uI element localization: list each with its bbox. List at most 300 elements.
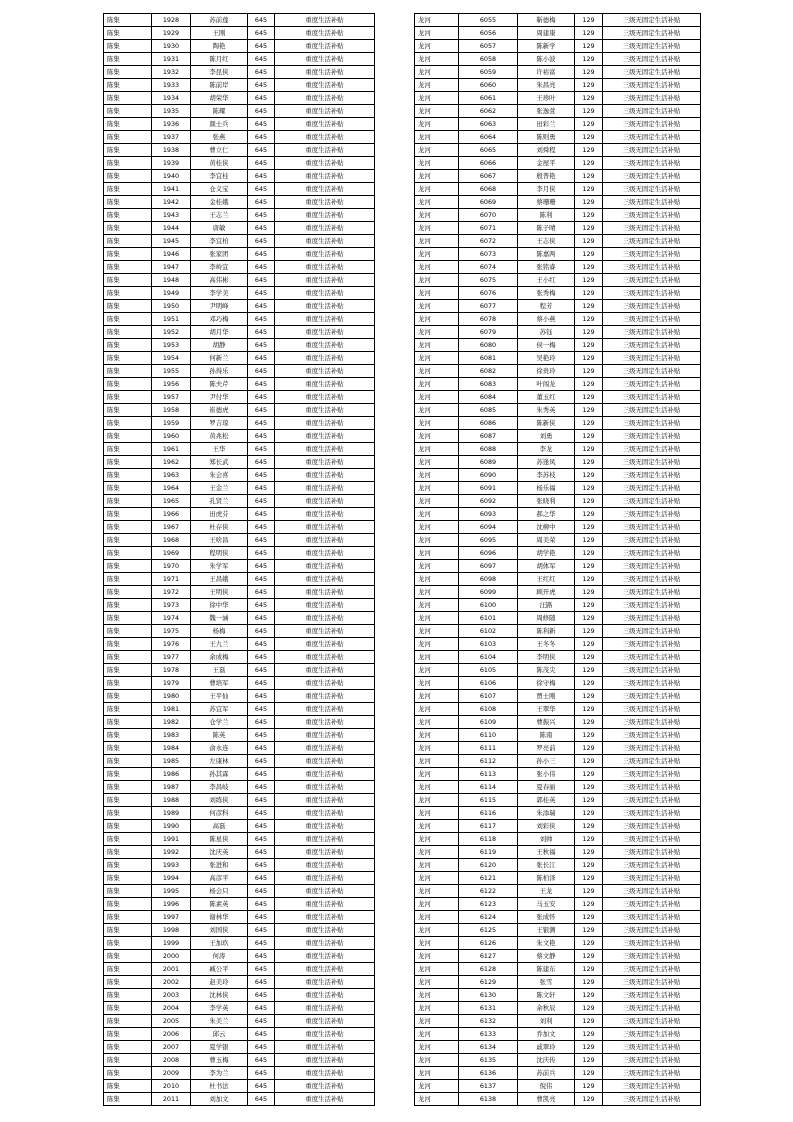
person-name-cell: 周美荣 xyxy=(518,534,575,547)
township-cell: 龙河 xyxy=(415,625,459,638)
table-row xyxy=(104,66,375,79)
township-cell: 龙河 xyxy=(415,170,459,183)
amount-cell: 645 xyxy=(248,547,275,560)
serial-number-cell: 6070 xyxy=(459,209,518,222)
township-cell: 龙河 xyxy=(415,1080,459,1093)
subsidy-type-cell: 三级无固定生活补贴 xyxy=(603,716,701,729)
table-row xyxy=(415,131,701,144)
person-name-cell: 贾士刚 xyxy=(518,690,575,703)
person-name-cell: 邱云 xyxy=(191,1028,248,1041)
person-name-cell: 胡学艳 xyxy=(518,547,575,560)
township-cell: 陈集 xyxy=(104,976,152,989)
table-row xyxy=(104,339,375,352)
table-row xyxy=(415,339,701,352)
table-row xyxy=(104,1002,375,1015)
table-row xyxy=(104,1093,375,1106)
table-row xyxy=(104,1067,375,1080)
township-cell: 龙河 xyxy=(415,1028,459,1041)
subsidy-type-cell: 三级无固定生活补贴 xyxy=(603,287,701,300)
serial-number-cell: 1937 xyxy=(152,131,191,144)
serial-number-cell: 6084 xyxy=(459,391,518,404)
person-name-cell: 李宜桂 xyxy=(191,170,248,183)
person-name-cell: 李昌岐 xyxy=(191,781,248,794)
serial-number-cell: 1970 xyxy=(152,560,191,573)
township-cell: 龙河 xyxy=(415,456,459,469)
serial-number-cell: 2009 xyxy=(152,1067,191,1080)
subsidy-type-cell: 重度生活补贴 xyxy=(275,846,375,859)
amount-cell: 645 xyxy=(248,261,275,274)
person-name-cell: 刘利 xyxy=(518,1015,575,1028)
table-row xyxy=(104,456,375,469)
person-name-cell: 吴艳玲 xyxy=(518,352,575,365)
township-cell: 陈集 xyxy=(104,508,152,521)
township-cell: 龙河 xyxy=(415,755,459,768)
subsidy-type-cell: 三级无固定生活补贴 xyxy=(603,274,701,287)
township-cell: 陈集 xyxy=(104,391,152,404)
township-cell: 陈集 xyxy=(104,79,152,92)
person-name-cell: 刘国侠 xyxy=(191,924,248,937)
person-name-cell: 尹明峰 xyxy=(191,300,248,313)
person-name-cell: 乔加文 xyxy=(518,1028,575,1041)
amount-cell: 129 xyxy=(575,664,603,677)
township-cell: 陈集 xyxy=(104,794,152,807)
table-row xyxy=(104,898,375,911)
amount-cell: 129 xyxy=(575,287,603,300)
township-cell: 龙河 xyxy=(415,196,459,209)
subsidy-type-cell: 三级无固定生活补贴 xyxy=(603,1067,701,1080)
amount-cell: 645 xyxy=(248,14,275,27)
serial-number-cell: 1980 xyxy=(152,690,191,703)
serial-number-cell: 1943 xyxy=(152,209,191,222)
township-cell: 龙河 xyxy=(415,521,459,534)
serial-number-cell: 1971 xyxy=(152,573,191,586)
amount-cell: 645 xyxy=(248,846,275,859)
table-row xyxy=(104,859,375,872)
subsidy-type-cell: 三级无固定生活补贴 xyxy=(603,989,701,1002)
amount-cell: 645 xyxy=(248,950,275,963)
serial-number-cell: 1952 xyxy=(152,326,191,339)
township-cell: 陈集 xyxy=(104,703,152,716)
serial-number-cell: 6106 xyxy=(459,677,518,690)
subsidy-type-cell: 重度生活补贴 xyxy=(275,768,375,781)
table-row xyxy=(104,170,375,183)
serial-number-cell: 1967 xyxy=(152,521,191,534)
serial-number-cell: 6137 xyxy=(459,1080,518,1093)
amount-cell: 129 xyxy=(575,1054,603,1067)
subsidy-type-cell: 三级无固定生活补贴 xyxy=(603,677,701,690)
subsidy-type-cell: 三级无固定生活补贴 xyxy=(603,235,701,248)
subsidy-type-cell: 重度生活补贴 xyxy=(275,14,375,27)
subsidy-type-cell: 三级无固定生活补贴 xyxy=(603,521,701,534)
amount-cell: 645 xyxy=(248,573,275,586)
township-cell: 龙河 xyxy=(415,937,459,950)
table-row xyxy=(104,365,375,378)
township-cell: 陈集 xyxy=(104,131,152,144)
serial-number-cell: 1984 xyxy=(152,742,191,755)
subsidy-type-cell: 三级无固定生活补贴 xyxy=(603,196,701,209)
serial-number-cell: 1961 xyxy=(152,443,191,456)
township-cell: 陈集 xyxy=(104,690,152,703)
table-row xyxy=(415,729,701,742)
township-cell: 陈集 xyxy=(104,339,152,352)
subsidy-type-cell: 三级无固定生活补贴 xyxy=(603,898,701,911)
serial-number-cell: 1983 xyxy=(152,729,191,742)
township-cell: 龙河 xyxy=(415,274,459,287)
amount-cell: 129 xyxy=(575,820,603,833)
table-row xyxy=(104,755,375,768)
township-cell: 龙河 xyxy=(415,573,459,586)
township-cell: 龙河 xyxy=(415,534,459,547)
serial-number-cell: 1949 xyxy=(152,287,191,300)
serial-number-cell: 6100 xyxy=(459,599,518,612)
table-row xyxy=(104,885,375,898)
subsidy-type-cell: 三级无固定生活补贴 xyxy=(603,430,701,443)
subsidy-type-cell: 三级无固定生活补贴 xyxy=(603,859,701,872)
person-name-cell: 沈庆传 xyxy=(518,1054,575,1067)
person-name-cell: 高磊 xyxy=(191,820,248,833)
township-cell: 龙河 xyxy=(415,1067,459,1080)
serial-number-cell: 6104 xyxy=(459,651,518,664)
serial-number-cell: 1994 xyxy=(152,872,191,885)
amount-cell: 645 xyxy=(248,664,275,677)
amount-cell: 645 xyxy=(248,417,275,430)
subsidy-type-cell: 重度生活补贴 xyxy=(275,1054,375,1067)
table-row xyxy=(104,209,375,222)
table-row xyxy=(415,976,701,989)
amount-cell: 645 xyxy=(248,40,275,53)
township-cell: 龙河 xyxy=(415,547,459,560)
amount-cell: 645 xyxy=(248,170,275,183)
serial-number-cell: 1956 xyxy=(152,378,191,391)
person-name-cell: 唐敏 xyxy=(191,222,248,235)
table-row xyxy=(415,807,701,820)
township-cell: 龙河 xyxy=(415,651,459,664)
table-row xyxy=(415,1041,701,1054)
person-name-cell: 刘彩侠 xyxy=(518,820,575,833)
table-row xyxy=(104,118,375,131)
subsidy-type-cell: 重度生活补贴 xyxy=(275,781,375,794)
amount-cell: 129 xyxy=(575,794,603,807)
person-name-cell: 张成怀 xyxy=(518,911,575,924)
table-row xyxy=(415,222,701,235)
serial-number-cell: 1993 xyxy=(152,859,191,872)
table-row xyxy=(415,482,701,495)
person-name-cell: 郑长武 xyxy=(191,456,248,469)
table-row xyxy=(415,183,701,196)
subsidy-type-cell: 重度生活补贴 xyxy=(275,27,375,40)
amount-cell: 129 xyxy=(575,27,603,40)
serial-number-cell: 1932 xyxy=(152,66,191,79)
person-name-cell: 李明侠 xyxy=(518,651,575,664)
serial-number-cell: 1962 xyxy=(152,456,191,469)
person-name-cell: 王秋福 xyxy=(518,846,575,859)
table-row xyxy=(104,391,375,404)
township-cell: 龙河 xyxy=(415,469,459,482)
township-cell: 龙河 xyxy=(415,872,459,885)
table-row xyxy=(104,14,375,27)
table-row xyxy=(104,534,375,547)
township-cell: 陈集 xyxy=(104,521,152,534)
person-name-cell: 马玉安 xyxy=(518,898,575,911)
serial-number-cell: 1975 xyxy=(152,625,191,638)
table-row xyxy=(415,690,701,703)
table-row xyxy=(104,482,375,495)
subsidy-type-cell: 重度生活补贴 xyxy=(275,898,375,911)
person-name-cell: 王翠华 xyxy=(518,703,575,716)
serial-number-cell: 1946 xyxy=(152,248,191,261)
amount-cell: 129 xyxy=(575,547,603,560)
person-name-cell: 张家团 xyxy=(191,248,248,261)
person-name-cell: 董玉红 xyxy=(518,391,575,404)
subsidy-type-cell: 重度生活补贴 xyxy=(275,690,375,703)
table-row xyxy=(415,495,701,508)
table-row xyxy=(415,157,701,170)
person-name-cell: 朱会喜 xyxy=(191,469,248,482)
serial-number-cell: 6103 xyxy=(459,638,518,651)
township-cell: 陈集 xyxy=(104,40,152,53)
township-cell: 龙河 xyxy=(415,261,459,274)
amount-cell: 129 xyxy=(575,560,603,573)
table-row xyxy=(415,521,701,534)
serial-number-cell: 1998 xyxy=(152,924,191,937)
township-cell: 龙河 xyxy=(415,365,459,378)
table-row xyxy=(415,365,701,378)
table-row xyxy=(104,820,375,833)
subsidy-type-cell: 三级无固定生活补贴 xyxy=(603,950,701,963)
person-name-cell: 金屋平 xyxy=(518,157,575,170)
table-row xyxy=(104,430,375,443)
table-row xyxy=(104,300,375,313)
township-cell: 龙河 xyxy=(415,430,459,443)
serial-number-cell: 6093 xyxy=(459,508,518,521)
amount-cell: 129 xyxy=(575,1015,603,1028)
serial-number-cell: 1987 xyxy=(152,781,191,794)
table-row xyxy=(415,859,701,872)
serial-number-cell: 6129 xyxy=(459,976,518,989)
subsidy-type-cell: 三级无固定生活补贴 xyxy=(603,1080,701,1093)
person-name-cell: 汪路 xyxy=(518,599,575,612)
amount-cell: 645 xyxy=(248,196,275,209)
table-row xyxy=(104,196,375,209)
table-row xyxy=(104,690,375,703)
township-cell: 龙河 xyxy=(415,560,459,573)
person-name-cell: 苏宜军 xyxy=(191,703,248,716)
table-row xyxy=(104,989,375,1002)
person-name-cell: 苏前兵 xyxy=(518,1067,575,1080)
township-cell: 陈集 xyxy=(104,27,152,40)
person-name-cell: 陈新侠 xyxy=(518,417,575,430)
person-name-cell: 陈嘉两 xyxy=(518,248,575,261)
township-cell: 陈集 xyxy=(104,430,152,443)
table-row xyxy=(415,586,701,599)
person-name-cell: 张逸萱 xyxy=(518,105,575,118)
table-row xyxy=(104,27,375,40)
person-name-cell: 刘舜程 xyxy=(518,144,575,157)
serial-number-cell: 2002 xyxy=(152,976,191,989)
person-name-cell: 王珍叶 xyxy=(518,92,575,105)
table-row xyxy=(104,638,375,651)
township-cell: 陈集 xyxy=(104,612,152,625)
amount-cell: 129 xyxy=(575,950,603,963)
serial-number-cell: 6108 xyxy=(459,703,518,716)
person-name-cell: 刘帅 xyxy=(518,833,575,846)
amount-cell: 129 xyxy=(575,638,603,651)
person-name-cell: 陈柏泽 xyxy=(518,872,575,885)
person-name-cell: 田彩兰 xyxy=(518,118,575,131)
township-cell: 龙河 xyxy=(415,1041,459,1054)
serial-number-cell: 6113 xyxy=(459,768,518,781)
person-name-cell: 张晓利 xyxy=(518,495,575,508)
person-name-cell: 谢林华 xyxy=(191,911,248,924)
amount-cell: 645 xyxy=(248,248,275,261)
serial-number-cell: 1976 xyxy=(152,638,191,651)
township-cell: 陈集 xyxy=(104,287,152,300)
subsidy-type-cell: 重度生活补贴 xyxy=(275,404,375,417)
amount-cell: 129 xyxy=(575,417,603,430)
township-cell: 龙河 xyxy=(415,1015,459,1028)
amount-cell: 645 xyxy=(248,1054,275,1067)
person-name-cell: 夏学银 xyxy=(191,1041,248,1054)
table-row xyxy=(415,391,701,404)
person-name-cell: 黄桂侠 xyxy=(191,157,248,170)
serial-number-cell: 6124 xyxy=(459,911,518,924)
serial-number-cell: 6060 xyxy=(459,79,518,92)
township-cell: 龙河 xyxy=(415,326,459,339)
table-row xyxy=(104,352,375,365)
person-name-cell: 李龙 xyxy=(518,443,575,456)
township-cell: 陈集 xyxy=(104,66,152,79)
person-name-cell: 陈文轩 xyxy=(518,989,575,1002)
subsidy-type-cell: 重度生活补贴 xyxy=(275,547,375,560)
township-cell: 陈集 xyxy=(104,716,152,729)
person-name-cell: 苏钰 xyxy=(518,326,575,339)
serial-number-cell: 6056 xyxy=(459,27,518,40)
person-name-cell: 李宜柏 xyxy=(191,235,248,248)
township-cell: 陈集 xyxy=(104,560,152,573)
amount-cell: 129 xyxy=(575,885,603,898)
amount-cell: 129 xyxy=(575,339,603,352)
table-row xyxy=(415,14,701,27)
person-name-cell: 赵美玲 xyxy=(191,976,248,989)
serial-number-cell: 6085 xyxy=(459,404,518,417)
subsidy-type-cell: 三级无固定生活补贴 xyxy=(603,157,701,170)
serial-number-cell: 1934 xyxy=(152,92,191,105)
subsidy-type-cell: 重度生活补贴 xyxy=(275,40,375,53)
township-cell: 陈集 xyxy=(104,1028,152,1041)
person-name-cell: 杨乐福 xyxy=(518,482,575,495)
table-row xyxy=(415,1002,701,1015)
township-cell: 龙河 xyxy=(415,794,459,807)
township-cell: 陈集 xyxy=(104,846,152,859)
amount-cell: 645 xyxy=(248,456,275,469)
serial-number-cell: 6135 xyxy=(459,1054,518,1067)
serial-number-cell: 6091 xyxy=(459,482,518,495)
table-row xyxy=(415,105,701,118)
serial-number-cell: 6119 xyxy=(459,846,518,859)
amount-cell: 645 xyxy=(248,287,275,300)
table-row xyxy=(415,950,701,963)
subsidy-type-cell: 重度生活补贴 xyxy=(275,521,375,534)
person-name-cell: 曹玉梅 xyxy=(191,1054,248,1067)
serial-number-cell: 6061 xyxy=(459,92,518,105)
amount-cell: 645 xyxy=(248,1015,275,1028)
serial-number-cell: 6126 xyxy=(459,937,518,950)
serial-number-cell: 6109 xyxy=(459,716,518,729)
subsidy-type-cell: 重度生活补贴 xyxy=(275,430,375,443)
table-row xyxy=(415,378,701,391)
person-name-cell: 杨梅 xyxy=(191,625,248,638)
person-name-cell: 程芳 xyxy=(518,300,575,313)
table-row xyxy=(415,352,701,365)
person-name-cell: 陈利新 xyxy=(518,625,575,638)
amount-cell: 645 xyxy=(248,144,275,157)
serial-number-cell: 2000 xyxy=(152,950,191,963)
amount-cell: 645 xyxy=(248,183,275,196)
amount-cell: 645 xyxy=(248,66,275,79)
person-name-cell: 王金兰 xyxy=(191,482,248,495)
serial-number-cell: 6098 xyxy=(459,573,518,586)
amount-cell: 129 xyxy=(575,313,603,326)
township-cell: 陈集 xyxy=(104,456,152,469)
subsidy-type-cell: 重度生活补贴 xyxy=(275,560,375,573)
person-name-cell: 王明侠 xyxy=(191,586,248,599)
township-cell: 龙河 xyxy=(415,820,459,833)
amount-cell: 645 xyxy=(248,339,275,352)
person-name-cell: 曹培军 xyxy=(191,677,248,690)
person-name-cell: 周修随 xyxy=(518,612,575,625)
subsidy-type-cell: 重度生活补贴 xyxy=(275,339,375,352)
subsidy-type-cell: 三级无固定生活补贴 xyxy=(603,625,701,638)
person-name-cell: 孙其霖 xyxy=(191,768,248,781)
table-row xyxy=(415,40,701,53)
table-row xyxy=(415,885,701,898)
township-cell: 陈集 xyxy=(104,625,152,638)
subsidy-type-cell: 三级无固定生活补贴 xyxy=(603,339,701,352)
subsidy-type-cell: 三级无固定生活补贴 xyxy=(603,872,701,885)
amount-cell: 129 xyxy=(575,586,603,599)
person-name-cell: 陈夫芹 xyxy=(191,378,248,391)
subsidy-type-cell: 三级无固定生活补贴 xyxy=(603,547,701,560)
subsidy-type-cell: 重度生活补贴 xyxy=(275,1015,375,1028)
person-name-cell: 曹立仁 xyxy=(191,144,248,157)
township-cell: 陈集 xyxy=(104,742,152,755)
serial-number-cell: 6112 xyxy=(459,755,518,768)
amount-cell: 645 xyxy=(248,105,275,118)
amount-cell: 129 xyxy=(575,573,603,586)
amount-cell: 645 xyxy=(248,508,275,521)
amount-cell: 129 xyxy=(575,92,603,105)
amount-cell: 645 xyxy=(248,443,275,456)
table-row xyxy=(104,651,375,664)
township-cell: 陈集 xyxy=(104,495,152,508)
subsidy-type-cell: 重度生活补贴 xyxy=(275,1028,375,1041)
subsidy-type-cell: 重度生活补贴 xyxy=(275,170,375,183)
subsidy-type-cell: 重度生活补贴 xyxy=(275,534,375,547)
serial-number-cell: 6115 xyxy=(459,794,518,807)
township-cell: 陈集 xyxy=(104,222,152,235)
serial-number-cell: 1969 xyxy=(152,547,191,560)
table-row xyxy=(415,703,701,716)
table-row xyxy=(415,560,701,573)
township-cell: 龙河 xyxy=(415,833,459,846)
serial-number-cell: 6114 xyxy=(459,781,518,794)
subsidy-type-cell: 三级无固定生活补贴 xyxy=(603,482,701,495)
subsidy-type-cell: 重度生活补贴 xyxy=(275,859,375,872)
person-name-cell: 余秋辰 xyxy=(518,1002,575,1015)
serial-number-cell: 1951 xyxy=(152,313,191,326)
serial-number-cell: 1948 xyxy=(152,274,191,287)
person-name-cell: 陈耀 xyxy=(191,105,248,118)
